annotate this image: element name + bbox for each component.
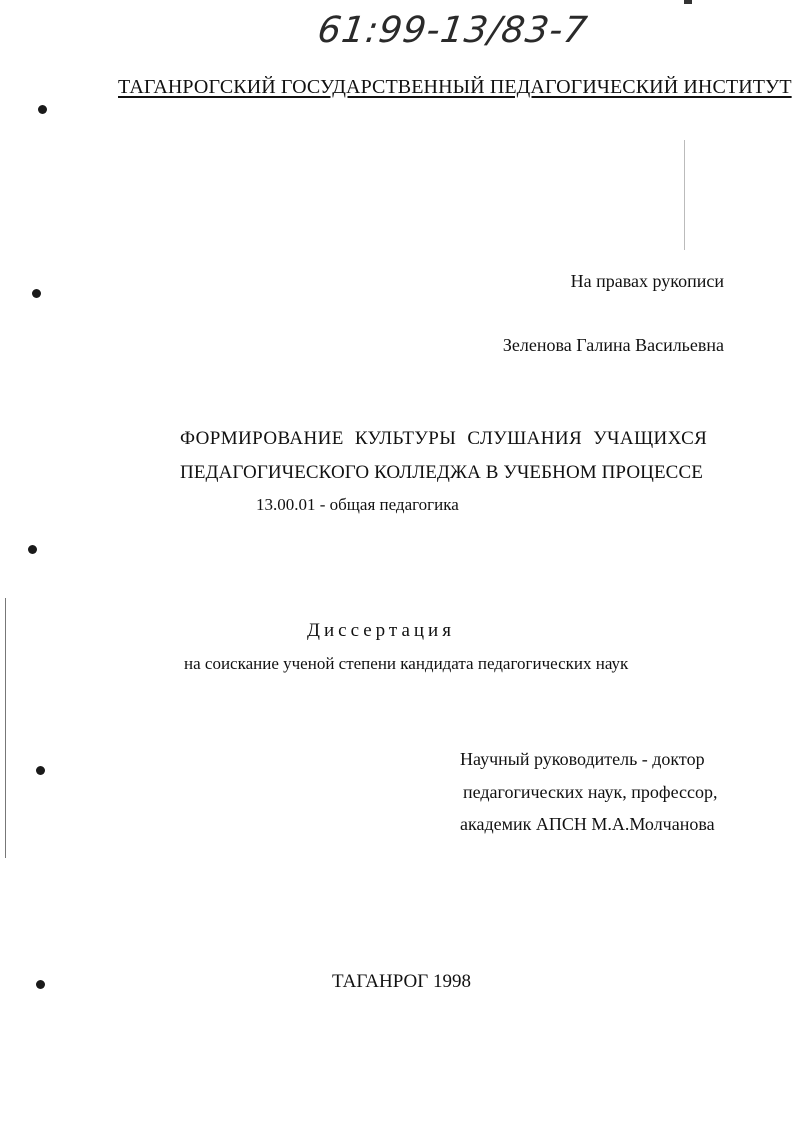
document-type bbox=[0, 620, 798, 642]
title-line-1: ФОРМИРОВАНИЕ КУЛЬТУРЫ СЛУШАНИЯ УЧАЩИХСЯ bbox=[180, 428, 708, 449]
binding-hole bbox=[36, 766, 45, 775]
binding-hole bbox=[32, 289, 41, 298]
binding-hole bbox=[36, 980, 45, 989]
city-year: ТАГАНРОГ 1998 bbox=[332, 971, 471, 992]
author-name: Зеленова Галина Васильевна bbox=[502, 335, 724, 355]
binding-hole bbox=[38, 105, 47, 114]
binding-hole bbox=[28, 545, 37, 554]
supervisor-line-1: Научный руководитель - доктор bbox=[460, 749, 705, 769]
handwritten-catalog-number: 61:99-13/83-7 bbox=[315, 10, 591, 51]
degree-description: на соискание ученой степени кандидата педагогических наук bbox=[184, 654, 629, 673]
supervisor-line-2: педагогических наук, профессор, bbox=[463, 782, 718, 802]
institute-name: ТАГАНРОГСКИЙ ГОСУДАРСТВЕННЫЙ ПЕДАГОГИЧЕСКИЙ ИНСТИТУТ bbox=[118, 76, 792, 98]
scan-artifact-line bbox=[684, 140, 685, 250]
manuscript-note: На правах рукописи bbox=[570, 271, 724, 291]
supervisor-line-3: академик АПСН М.А.Молчанова bbox=[460, 814, 715, 834]
specialty-code: 13.00.01 - общая педагогика bbox=[256, 495, 459, 514]
document-type-label: Диссертация bbox=[307, 620, 455, 641]
scan-margin-line bbox=[5, 598, 6, 858]
scan-mark bbox=[684, 0, 692, 4]
title-line-2: ПЕДАГОГИЧЕСКОГО КОЛЛЕДЖА В УЧЕБНОМ ПРОЦЕССЕ bbox=[180, 462, 703, 483]
